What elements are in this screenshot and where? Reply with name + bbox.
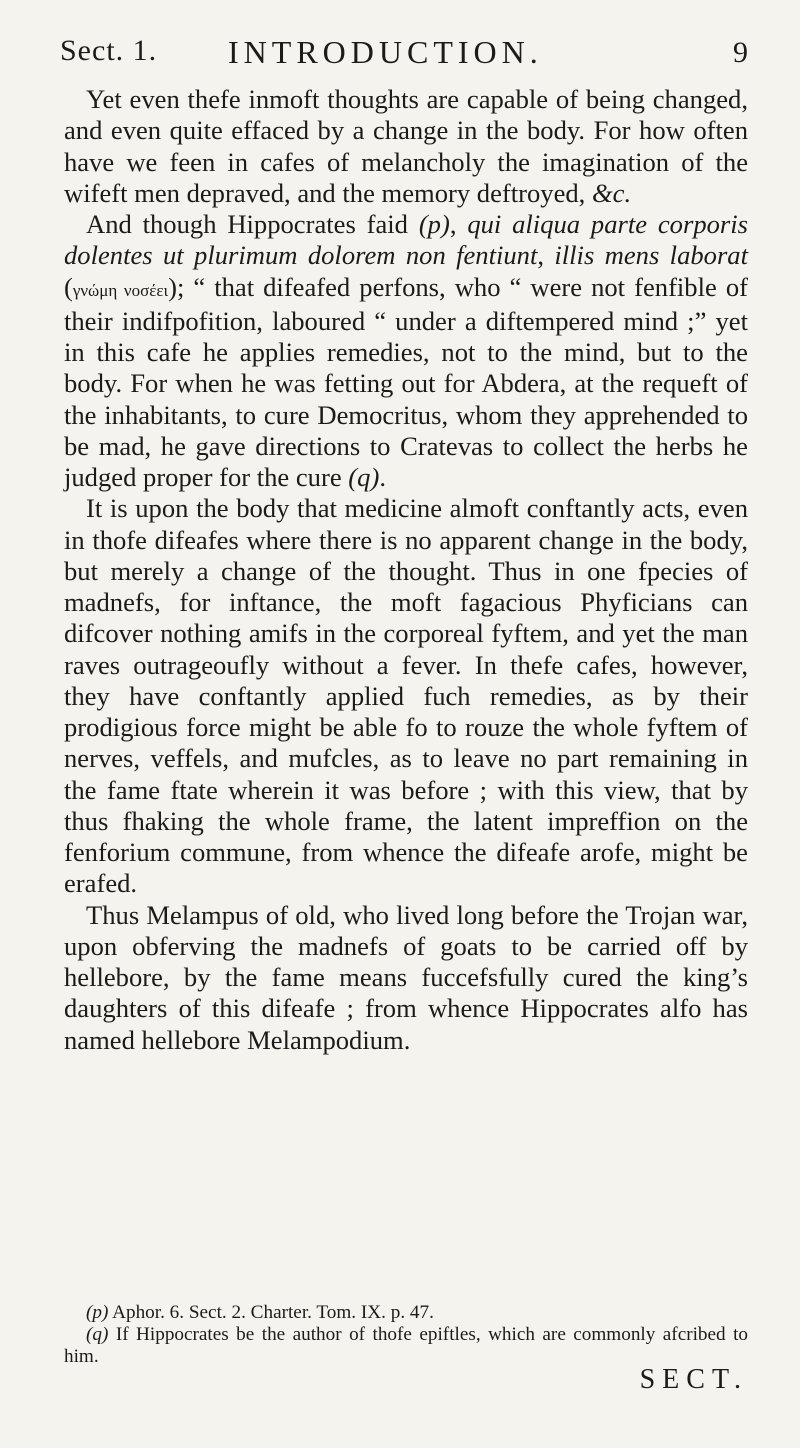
text-run: ); “ that difeafed perfons, who “ were not fenfible of their indifpofition, laboured “ under a diftempered mind ;” yet in this cafe he applies remedies, not to the mind, but to the body. For when he was fetting out for Abdera, at the requeft of the inhabitants, to cure Democritus, whom they apprehended to be mad, he gave directions to Cratevas to collect the herbs he judged proper for the cure <box>64 271 748 492</box>
text-run: If Hippocrates be the author of thofe epiftles, which are commonly afcribed to him. <box>64 1324 748 1367</box>
paragraph <box>64 900 748 1056</box>
text-run: , <box>537 240 555 271</box>
italic-text: (q) <box>86 1324 109 1345</box>
italic-text: qui aliqua parte corporis dolentes ut plurimum dolorem non fentiunt <box>64 209 748 271</box>
section-label: Sect. 1. <box>60 34 158 67</box>
italic-text: (q) <box>348 462 380 492</box>
text-run: . <box>379 462 386 492</box>
italic-text: &c. <box>591 177 632 208</box>
text-run: Thus Melampus of old, who lived long before the Trojan war, upon obferving the madnefs of goats to be carried off by hellebore, by the fame means fuccefsfully cured the king’s daughters of this difeafe ; from whence Hippocrates alfo has named hellebore Melampodium. <box>64 899 748 1055</box>
italic-text: (p) <box>418 209 450 239</box>
running-header <box>60 34 748 78</box>
paragraph <box>64 493 748 899</box>
italic-text: (p) <box>86 1302 109 1323</box>
text-run: , <box>449 209 468 239</box>
footnote <box>64 1324 748 1368</box>
chapter-title: INTRODUCTION. <box>228 34 543 70</box>
text-run: Yet even thefe inmoft thoughts are capable of being changed, and even quite effaced by a change in the body. For how often have we feen in cafes of melancholy the imagination of the wifeft men depraved, and the memory deftroyed, <box>64 84 748 208</box>
italic-text: illis mens laborat <box>554 240 748 271</box>
paragraph <box>64 209 748 493</box>
text-run: And though Hippocrates faid <box>86 209 419 239</box>
page-number: 9 <box>733 36 748 69</box>
footnotes <box>64 1302 748 1368</box>
paragraph <box>64 84 748 209</box>
catchword: SECT. <box>639 1364 748 1395</box>
footnote <box>64 1302 748 1324</box>
greek-text: γνώμη νοσέει <box>72 280 169 300</box>
text-run: It is upon the body that medicine almoft conftantly acts, even in thofe difeafes where there is no apparent change in the body, but merely a change of the thought. Thus in one fpecies of madnefs, for inftance, the moft fagacious Phyficians can difcover nothing amifs in the corporeal fyftem, and yet the man raves outrageoufly without a fever. In thefe cafes, however, they have conftantly applied fuch remedies, as by their prodigious force might be able fo to rouze the whole fyftem of nerves, veffels, and mufcles, as to leave no part remaining in the fame ftate wherein it was before ; with this view, that by thus fhaking the whole frame, the latent impreffion on the fenforium commune, from whence the difeafe arofe, might be erafed. <box>64 493 748 899</box>
main-text <box>64 84 748 1056</box>
text-run: ( <box>64 271 73 302</box>
text-run: Aphor. 6. Sect. 2. Charter. Tom. IX. p. 47. <box>108 1302 434 1323</box>
